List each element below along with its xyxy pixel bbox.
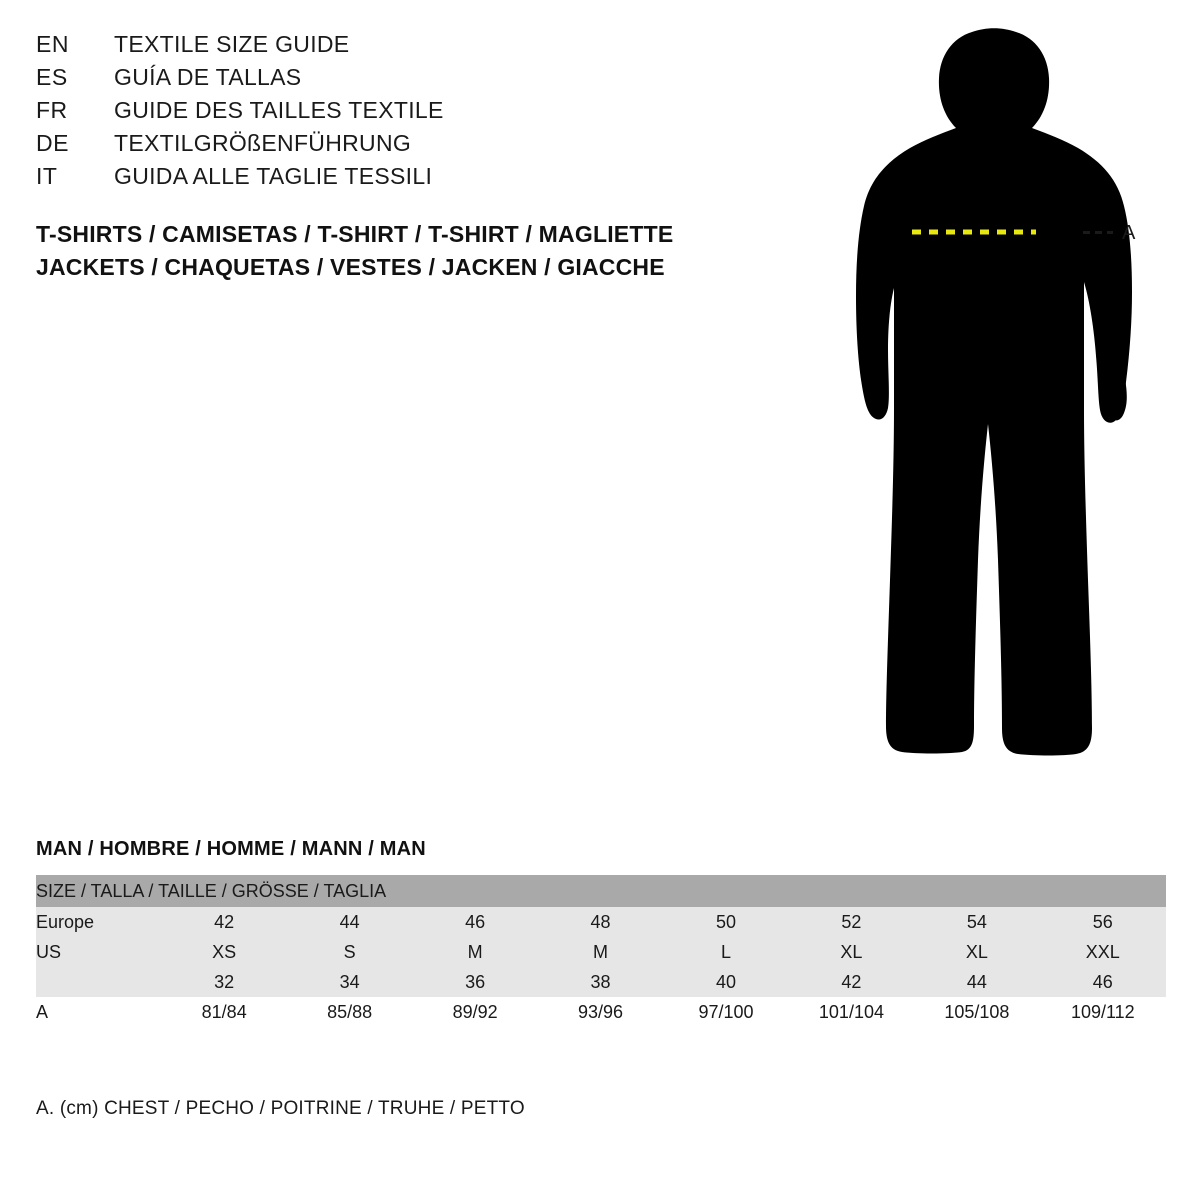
table-row — [36, 997, 1166, 1027]
cell-numeric-4: 40 — [663, 967, 788, 997]
row-label-europe: Europe — [36, 907, 161, 937]
language-title: GUIDE DES TAILLES TEXTILE — [114, 97, 444, 123]
cell-chest-3: 93/96 — [538, 997, 663, 1027]
cell-europe-0: 42 — [161, 907, 286, 937]
language-title: TEXTILGRÖßENFÜHRUNG — [114, 130, 412, 156]
language-code: IT — [36, 163, 58, 189]
language-row — [36, 28, 796, 61]
cell-us-2: M — [412, 937, 537, 967]
male-silhouette-figure — [820, 20, 1180, 790]
category-jackets: JACKETS / CHAQUETAS / VESTES / JACKEN / GIACCHE — [36, 254, 665, 280]
cell-numeric-2: 36 — [412, 967, 537, 997]
cell-europe-2: 46 — [412, 907, 537, 937]
language-code: DE — [36, 130, 69, 156]
language-title: GUÍA DE TALLAS — [114, 64, 302, 90]
cell-europe-1: 44 — [287, 907, 412, 937]
language-title: TEXTILE SIZE GUIDE — [114, 31, 350, 57]
language-header-block — [36, 28, 796, 193]
cell-chest-1: 85/88 — [287, 997, 412, 1027]
category-tshirts: T-SHIRTS / CAMISETAS / T-SHIRT / T-SHIRT / MAGLIETTE — [36, 221, 674, 247]
cell-us-3: M — [538, 937, 663, 967]
cell-us-0: XS — [161, 937, 286, 967]
cell-us-6: XL — [914, 937, 1039, 967]
cell-chest-5: 101/104 — [789, 997, 914, 1027]
cell-us-5: XL — [789, 937, 914, 967]
language-row — [36, 160, 796, 193]
language-code: EN — [36, 31, 69, 57]
measure-label-a: A — [1122, 222, 1136, 244]
table-header-row — [36, 875, 1166, 907]
cell-europe-3: 48 — [538, 907, 663, 937]
cell-us-7: XXL — [1040, 937, 1166, 967]
cell-chest-4: 97/100 — [663, 997, 788, 1027]
cell-numeric-3: 38 — [538, 967, 663, 997]
language-code: ES — [36, 64, 68, 90]
cell-numeric-0: 32 — [161, 967, 286, 997]
measure-leader-dashes — [1083, 231, 1113, 234]
cell-chest-7: 109/112 — [1040, 997, 1166, 1027]
cell-us-1: S — [287, 937, 412, 967]
silhouette-body — [856, 28, 1132, 755]
language-row — [36, 61, 796, 94]
cell-numeric-5: 42 — [789, 967, 914, 997]
cell-europe-4: 50 — [663, 907, 788, 937]
language-title: GUIDA ALLE TAGLIE TESSILI — [114, 163, 433, 189]
cell-numeric-7: 46 — [1040, 967, 1166, 997]
cell-chest-2: 89/92 — [412, 997, 537, 1027]
size-table — [36, 875, 1166, 1027]
table-group-title: MAN / HOMBRE / HOMME / MANN / MAN — [36, 838, 426, 860]
garment-category-block — [36, 218, 836, 284]
cell-us-4: L — [663, 937, 788, 967]
cell-europe-7: 56 — [1040, 907, 1166, 937]
table-row — [36, 937, 1166, 967]
language-row — [36, 127, 796, 160]
cell-europe-6: 54 — [914, 907, 1039, 937]
cell-europe-5: 52 — [789, 907, 914, 937]
cell-chest-0: 81/84 — [161, 997, 286, 1027]
silhouette-svg — [820, 20, 1180, 790]
row-label-a: A — [36, 997, 161, 1027]
row-label-numeric — [36, 967, 161, 997]
size-table-section — [36, 838, 1166, 1027]
table-row — [36, 907, 1166, 937]
cell-chest-6: 105/108 — [914, 997, 1039, 1027]
row-label-us: US — [36, 937, 161, 967]
language-row — [36, 94, 796, 127]
table-row — [36, 967, 1166, 997]
cell-numeric-1: 34 — [287, 967, 412, 997]
cell-numeric-6: 44 — [914, 967, 1039, 997]
table-header-label: SIZE / TALLA / TAILLE / GRÖSSE / TAGLIA — [36, 875, 1166, 907]
language-code: FR — [36, 97, 68, 123]
measurement-footnote: A. (cm) CHEST / PECHO / POITRINE / TRUHE / PETTO — [36, 1098, 525, 1119]
